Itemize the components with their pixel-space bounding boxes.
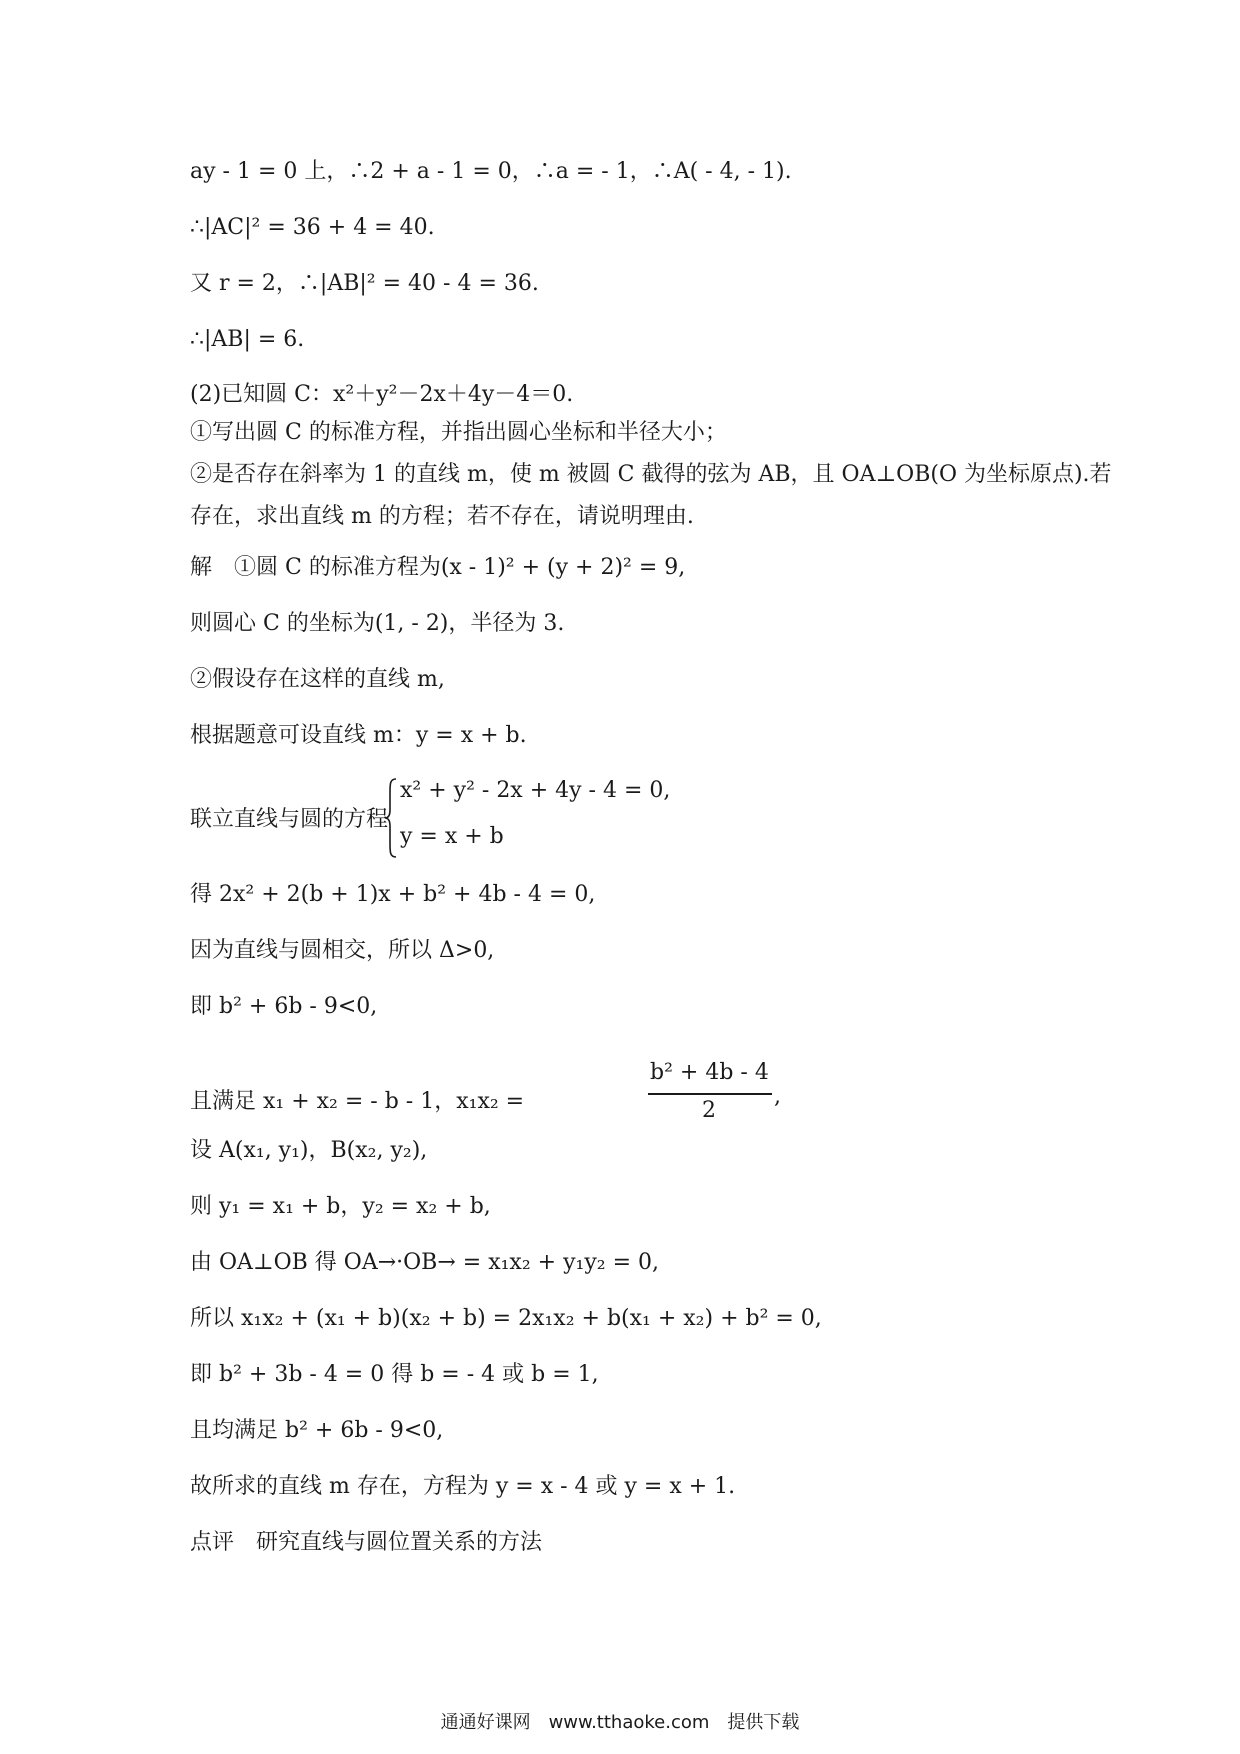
solution-line-1: ay - 1 = 0 上，∴2 + a - 1 = 0，∴a = - 1，∴A( - 4, - 1).	[190, 159, 792, 184]
vieta-suffix: ,	[774, 1084, 781, 1109]
vieta-prefix: 且满足 x₁ + x₂ = - b - 1，x₁x₂ =	[190, 1089, 525, 1114]
fraction-numerator: b² + 4b - 4	[650, 1060, 769, 1085]
solution-b-values: 即 b² + 3b - 4 = 0 得 b = - 4 或 b = 1,	[190, 1362, 599, 1387]
solution-points: 设 A(x₁, y₁)，B(x₂, y₂),	[190, 1138, 428, 1163]
system-equation-2: y = x + b	[400, 824, 504, 849]
fraction-denominator: 2	[702, 1098, 716, 1123]
solution-conclusion: 故所求的直线 m 存在，方程为 y = x - 4 或 y = x + 1.	[190, 1474, 736, 1499]
problem-part-1: ①写出圆 C 的标准方程，并指出圆心坐标和半径大小；	[190, 420, 727, 445]
left-brace-icon	[384, 778, 398, 858]
system-lead-text: 联立直线与圆的方程	[190, 807, 389, 832]
equation-system	[190, 778, 890, 858]
page-footer: 通通好课网 www.tthaoke.com 提供下载	[440, 1712, 800, 1733]
solution-line-4: ∴|AB| = 6.	[190, 327, 305, 352]
vieta-line	[190, 1060, 890, 1130]
solution-line-2: ∴|AC|² = 36 + 4 = 40.	[190, 215, 435, 240]
solution-y-values: 则 y₁ = x₁ + b，y₂ = x₂ + b,	[190, 1194, 491, 1219]
solution-expansion: 所以 x₁x₂ + (x₁ + b)(x₂ + b) = 2x₁x₂ + b(x₁ + x₂) + b² = 0,	[190, 1306, 822, 1331]
solution-inequality: 即 b² + 6b - 9<0,	[190, 994, 378, 1019]
problem-part-2: ②是否存在斜率为 1 的直线 m，使 m 被圆 C 截得的弦为 AB，且 OA⊥OB(O 为坐标原点).若	[190, 462, 1112, 487]
solution-quadratic: 得 2x² + 2(b + 1)x + b² + 4b - 4 = 0,	[190, 882, 596, 907]
solution-check: 且均满足 b² + 6b - 9<0,	[190, 1418, 444, 1443]
solution-line-3: 又 r = 2，∴|AB|² = 40 - 4 = 36.	[190, 271, 539, 296]
problem-statement: (2)已知圆 C：x²＋y²－2x＋4y－4＝0.	[190, 382, 574, 407]
system-equation-1: x² + y² - 2x + 4y - 4 = 0,	[400, 778, 671, 803]
solution-discriminant: 因为直线与圆相交，所以 Δ>0,	[190, 938, 495, 963]
solution-standard-eq: 解 ①圆 C 的标准方程为(x - 1)² + (y + 2)² = 9,	[190, 555, 686, 580]
problem-part-2-cont: 存在，求出直线 m 的方程；若不存在，请说明理由.	[190, 504, 694, 529]
fraction-bar	[648, 1093, 772, 1095]
solution-assume-line: ②假设存在这样的直线 m,	[190, 667, 445, 692]
solution-line-eq: 根据题意可设直线 m：y = x + b.	[190, 723, 527, 748]
solution-dot-product: 由 OA⊥OB 得 OA→·OB→ = x₁x₂ + y₁y₂ = 0,	[190, 1250, 659, 1275]
review-heading: 点评 研究直线与圆位置关系的方法	[190, 1530, 543, 1555]
solution-center-radius: 则圆心 C 的坐标为(1, - 2)，半径为 3.	[190, 611, 565, 636]
